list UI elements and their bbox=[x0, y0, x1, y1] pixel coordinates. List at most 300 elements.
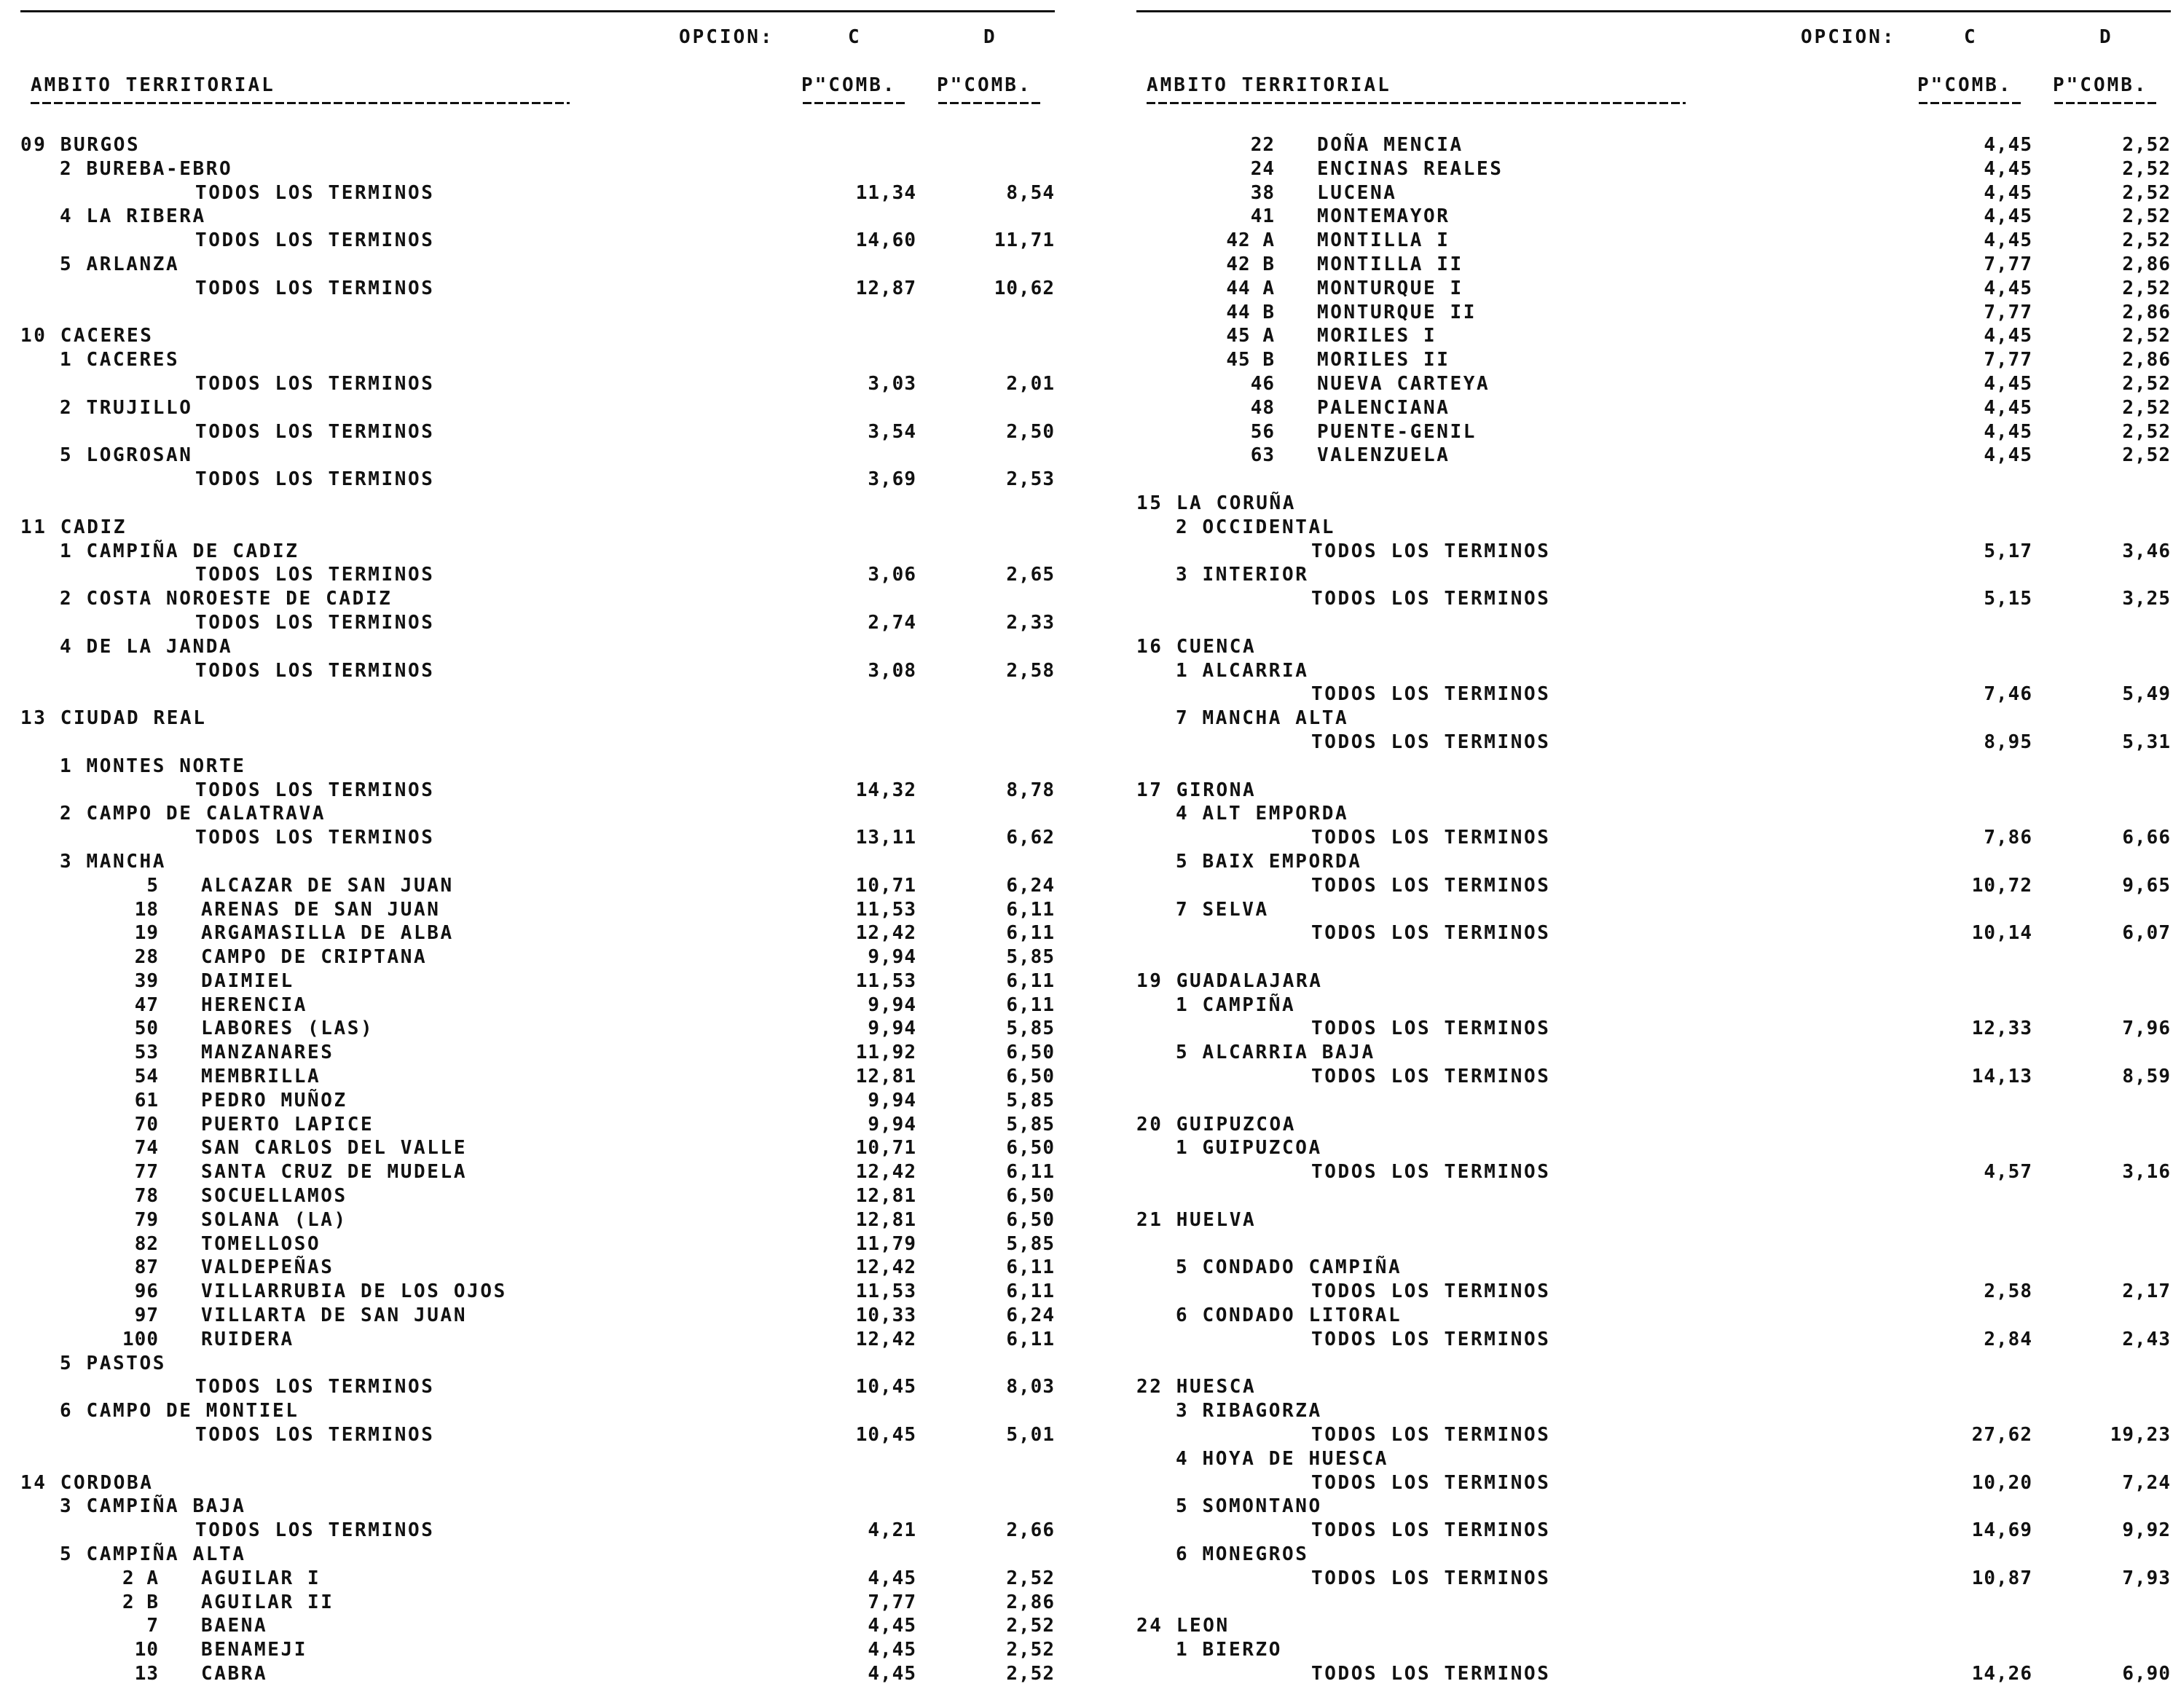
col-d-underline bbox=[938, 102, 1040, 104]
comarca-name: 2 BUREBA-EBRO bbox=[60, 157, 233, 180]
municipality-code: 19 bbox=[134, 922, 159, 945]
value-c: 4,45 bbox=[1984, 444, 2032, 467]
value-d: 2,43 bbox=[2122, 1328, 2171, 1350]
comarca-name: 4 DE LA JANDA bbox=[60, 635, 233, 658]
value-c: 2,84 bbox=[1984, 1328, 2032, 1350]
value-c: 12,87 bbox=[855, 277, 916, 299]
value-d: 6,11 bbox=[1006, 1161, 1055, 1184]
value-c: 4,45 bbox=[1984, 205, 2032, 228]
municipality-row bbox=[20, 945, 1077, 969]
col-d-label: P"COMB. bbox=[937, 74, 1032, 96]
value-d: 7,96 bbox=[2122, 1018, 2171, 1040]
all-terms-row bbox=[1136, 1566, 2181, 1590]
value-d: 2,52 bbox=[1006, 1615, 1055, 1637]
comarca-name: 5 ARLANZA bbox=[60, 253, 180, 275]
value-c: 10,45 bbox=[855, 1376, 916, 1398]
province-name: 15 LA CORUÑA bbox=[1136, 492, 1297, 514]
municipality-row bbox=[20, 1232, 1077, 1256]
municipality-row bbox=[20, 1279, 1077, 1303]
comarca-name: 5 LOGROSAN bbox=[60, 444, 193, 467]
municipality-code: 56 bbox=[1250, 420, 1275, 443]
comarca-name: 2 OCCIDENTAL bbox=[1176, 516, 1336, 538]
comarca-row bbox=[1136, 706, 2181, 730]
province-row bbox=[1136, 1208, 2181, 1232]
all-terms-row bbox=[20, 467, 1077, 491]
all-terms-row bbox=[1136, 1471, 2181, 1495]
comarca-row bbox=[20, 347, 1077, 371]
value-d: 2,52 bbox=[2122, 396, 2171, 419]
municipality-name: SAN CARLOS DEL VALLE bbox=[201, 1137, 468, 1160]
value-d: 5,01 bbox=[1006, 1424, 1055, 1447]
terms-label: TODOS LOS TERMINOS bbox=[195, 1424, 435, 1447]
terms-label: TODOS LOS TERMINOS bbox=[1311, 683, 1551, 706]
province-name: 13 CIUDAD REAL bbox=[20, 707, 207, 730]
municipality-code: 82 bbox=[134, 1232, 159, 1255]
comarca-name: 5 BAIX EMPORDA bbox=[1176, 850, 1362, 873]
spacer-row bbox=[1136, 467, 2181, 491]
comarca-row bbox=[20, 801, 1077, 825]
value-c: 4,45 bbox=[868, 1639, 916, 1661]
terms-label: TODOS LOS TERMINOS bbox=[195, 277, 435, 299]
value-c: 14,26 bbox=[1971, 1663, 2032, 1685]
municipality-code: 24 bbox=[1250, 157, 1275, 180]
municipality-code: 96 bbox=[134, 1280, 159, 1303]
municipality-name: BENAMEJI bbox=[201, 1639, 308, 1661]
municipality-name: ALCAZAR DE SAN JUAN bbox=[201, 874, 454, 897]
value-d: 5,31 bbox=[2122, 731, 2171, 753]
value-c: 3,54 bbox=[868, 420, 916, 443]
all-terms-row bbox=[1136, 1016, 2181, 1040]
value-d: 2,86 bbox=[1006, 1591, 1055, 1613]
value-d: 3,46 bbox=[2122, 540, 2171, 562]
value-c: 10,33 bbox=[855, 1304, 916, 1327]
all-terms-row bbox=[20, 228, 1077, 252]
spacer-row bbox=[1136, 1351, 2181, 1375]
terms-label: TODOS LOS TERMINOS bbox=[1311, 1424, 1551, 1447]
all-terms-row bbox=[20, 1518, 1077, 1542]
comarca-row bbox=[20, 754, 1077, 778]
option-d-header: D bbox=[983, 26, 997, 48]
value-c: 11,53 bbox=[855, 898, 916, 921]
all-terms-row bbox=[20, 658, 1077, 682]
value-d: 8,03 bbox=[1006, 1376, 1055, 1398]
municipality-code: 44 A bbox=[1226, 277, 1275, 299]
municipality-code: 53 bbox=[134, 1042, 159, 1064]
municipality-name: PEDRO MUÑOZ bbox=[201, 1089, 347, 1111]
comarca-row bbox=[20, 849, 1077, 873]
municipality-code: 63 bbox=[1250, 444, 1275, 467]
spacer-row bbox=[20, 491, 1077, 515]
terms-label: TODOS LOS TERMINOS bbox=[1311, 1471, 1551, 1494]
municipality-row bbox=[20, 1255, 1077, 1279]
ambito-underline bbox=[1147, 102, 1686, 104]
value-d: 10,62 bbox=[994, 277, 1055, 299]
opcion-label: OPCION: bbox=[679, 26, 774, 48]
all-terms-row bbox=[1136, 1661, 2181, 1685]
spacer-row bbox=[1136, 610, 2181, 634]
comarca-name: 5 CONDADO CAMPIÑA bbox=[1176, 1256, 1402, 1279]
all-terms-row bbox=[20, 825, 1077, 849]
value-d: 5,85 bbox=[1006, 946, 1055, 969]
province-name: 21 HUELVA bbox=[1136, 1208, 1257, 1231]
terms-label: TODOS LOS TERMINOS bbox=[1311, 827, 1551, 849]
value-c: 11,92 bbox=[855, 1042, 916, 1064]
comarca-row bbox=[20, 1351, 1077, 1375]
province-name: 10 CACERES bbox=[20, 325, 154, 347]
col-c-underline bbox=[803, 102, 905, 104]
province-row bbox=[1136, 778, 2181, 802]
province-name: 11 CADIZ bbox=[20, 516, 127, 538]
municipality-row bbox=[20, 921, 1077, 945]
value-c: 4,45 bbox=[1984, 396, 2032, 419]
municipality-code: 50 bbox=[134, 1018, 159, 1040]
value-d: 8,54 bbox=[1006, 181, 1055, 204]
comarca-name: 3 MANCHA bbox=[60, 850, 167, 873]
opcion-label: OPCION: bbox=[1801, 26, 1896, 48]
municipality-name: MORILES I bbox=[1317, 325, 1437, 347]
municipality-name: ENCINAS REALES bbox=[1317, 157, 1504, 180]
municipality-code: 42 A bbox=[1226, 229, 1275, 252]
municipality-row bbox=[1136, 323, 2181, 347]
province-name: 19 GUADALAJARA bbox=[1136, 969, 1323, 992]
municipality-name: ARENAS DE SAN JUAN bbox=[201, 898, 441, 921]
value-d: 2,66 bbox=[1006, 1519, 1055, 1542]
all-terms-row bbox=[1136, 825, 2181, 849]
all-terms-row bbox=[20, 562, 1077, 586]
province-row bbox=[1136, 1613, 2181, 1637]
comarca-row bbox=[1136, 1637, 2181, 1661]
municipality-name: MONTEMAYOR bbox=[1317, 205, 1450, 228]
municipality-code: 97 bbox=[134, 1304, 159, 1327]
municipality-code: 5 bbox=[146, 874, 159, 897]
municipality-code: 61 bbox=[134, 1089, 159, 1111]
value-d: 2,65 bbox=[1006, 564, 1055, 586]
value-d: 2,52 bbox=[1006, 1639, 1055, 1661]
value-c: 4,45 bbox=[868, 1615, 916, 1637]
municipality-row bbox=[20, 1064, 1077, 1088]
municipality-name: VILLARRUBIA DE LOS OJOS bbox=[201, 1280, 507, 1303]
province-row bbox=[20, 133, 1077, 157]
all-terms-row bbox=[1136, 1279, 2181, 1303]
col-d-label: P"COMB. bbox=[2053, 74, 2148, 96]
value-c: 10,71 bbox=[855, 874, 916, 897]
value-d: 6,50 bbox=[1006, 1066, 1055, 1088]
municipality-row bbox=[20, 1160, 1077, 1184]
value-d: 2,33 bbox=[1006, 611, 1055, 634]
municipality-row bbox=[20, 1016, 1077, 1040]
comarca-name: 2 COSTA NOROESTE DE CADIZ bbox=[60, 588, 393, 610]
comarca-row bbox=[20, 539, 1077, 563]
province-row bbox=[1136, 969, 2181, 993]
ambito-label: AMBITO TERRITORIAL bbox=[31, 74, 275, 96]
comarca-row bbox=[20, 395, 1077, 420]
comarca-row bbox=[1136, 1040, 2181, 1064]
municipality-name: AGUILAR I bbox=[201, 1567, 321, 1589]
comarca-row bbox=[1136, 658, 2181, 682]
value-d: 2,52 bbox=[2122, 134, 2171, 156]
municipality-row bbox=[1136, 395, 2181, 420]
value-c: 10,71 bbox=[855, 1137, 916, 1160]
value-c: 10,72 bbox=[1971, 874, 2032, 897]
municipality-row bbox=[1136, 443, 2181, 467]
municipality-row bbox=[1136, 420, 2181, 444]
municipality-row bbox=[20, 1590, 1077, 1614]
all-terms-row bbox=[1136, 539, 2181, 563]
value-d: 2,52 bbox=[2122, 420, 2171, 443]
spacer-row bbox=[1136, 1184, 2181, 1208]
province-name: 17 GIRONA bbox=[1136, 779, 1257, 801]
comarca-row bbox=[20, 1398, 1077, 1422]
all-terms-row bbox=[20, 276, 1077, 300]
value-d: 2,52 bbox=[2122, 205, 2171, 228]
municipality-row bbox=[20, 1637, 1077, 1661]
municipality-name: RUIDERA bbox=[201, 1328, 294, 1350]
option-c-header: C bbox=[848, 26, 862, 48]
municipality-code: 22 bbox=[1250, 134, 1275, 156]
value-c: 12,81 bbox=[855, 1185, 916, 1208]
terms-label: TODOS LOS TERMINOS bbox=[1311, 540, 1551, 562]
value-d: 6,11 bbox=[1006, 969, 1055, 992]
terms-label: TODOS LOS TERMINOS bbox=[1311, 1280, 1551, 1303]
terms-label: TODOS LOS TERMINOS bbox=[1311, 1328, 1551, 1350]
province-name: 14 CORDOBA bbox=[20, 1471, 154, 1494]
value-d: 2,52 bbox=[2122, 444, 2171, 467]
comarca-name: 7 SELVA bbox=[1176, 898, 1269, 921]
comarca-name: 1 CAMPIÑA DE CADIZ bbox=[60, 540, 299, 562]
value-c: 12,81 bbox=[855, 1208, 916, 1231]
municipality-name: SOLANA (LA) bbox=[201, 1208, 347, 1231]
municipality-code: 45 B bbox=[1226, 349, 1275, 371]
municipality-row bbox=[20, 1613, 1077, 1637]
all-terms-row bbox=[20, 371, 1077, 395]
value-c: 9,94 bbox=[868, 946, 916, 969]
value-c: 4,45 bbox=[1984, 325, 2032, 347]
municipality-row bbox=[20, 1136, 1077, 1160]
value-c: 9,94 bbox=[868, 1089, 916, 1111]
value-d: 3,25 bbox=[2122, 588, 2171, 610]
ambito-underline bbox=[31, 102, 570, 104]
value-c: 4,45 bbox=[1984, 277, 2032, 299]
municipality-row bbox=[20, 1040, 1077, 1064]
municipality-row bbox=[20, 993, 1077, 1017]
municipality-row bbox=[20, 897, 1077, 921]
municipality-name: PUENTE-GENIL bbox=[1317, 420, 1477, 443]
value-d: 5,85 bbox=[1006, 1232, 1055, 1255]
province-row bbox=[1136, 634, 2181, 658]
all-terms-row bbox=[20, 778, 1077, 802]
municipality-row bbox=[20, 873, 1077, 897]
comarca-row bbox=[1136, 801, 2181, 825]
province-row bbox=[1136, 491, 2181, 515]
value-d: 19,23 bbox=[2110, 1424, 2171, 1447]
col-c-label: P"COMB. bbox=[801, 74, 897, 96]
value-d: 2,86 bbox=[2122, 349, 2171, 371]
municipality-row bbox=[1136, 300, 2181, 324]
terms-label: TODOS LOS TERMINOS bbox=[1311, 874, 1551, 897]
value-c: 10,45 bbox=[855, 1424, 916, 1447]
value-d: 6,11 bbox=[1006, 1328, 1055, 1350]
municipality-code: 7 bbox=[146, 1615, 159, 1637]
value-c: 11,53 bbox=[855, 969, 916, 992]
comarca-name: 4 LA RIBERA bbox=[60, 205, 206, 228]
all-terms-row bbox=[1136, 1518, 2181, 1542]
all-terms-row bbox=[1136, 1422, 2181, 1447]
municipality-row bbox=[1136, 133, 2181, 157]
comarca-name: 2 TRUJILLO bbox=[60, 396, 193, 419]
terms-label: TODOS LOS TERMINOS bbox=[195, 1519, 435, 1542]
terms-label: TODOS LOS TERMINOS bbox=[1311, 731, 1551, 753]
comarca-row bbox=[1136, 993, 2181, 1017]
spacer-row bbox=[20, 300, 1077, 324]
value-d: 2,53 bbox=[1006, 468, 1055, 491]
value-d: 2,17 bbox=[2122, 1280, 2171, 1303]
value-d: 6,24 bbox=[1006, 1304, 1055, 1327]
value-c: 2,58 bbox=[1984, 1280, 2032, 1303]
municipality-row bbox=[20, 969, 1077, 993]
all-terms-row bbox=[20, 420, 1077, 444]
value-c: 4,45 bbox=[1984, 420, 2032, 443]
comarca-row bbox=[20, 204, 1077, 228]
terms-label: TODOS LOS TERMINOS bbox=[195, 229, 435, 252]
terms-label: TODOS LOS TERMINOS bbox=[1311, 588, 1551, 610]
value-c: 8,95 bbox=[1984, 731, 2032, 753]
municipality-code: 18 bbox=[134, 898, 159, 921]
municipality-name: ARGAMASILLA DE ALBA bbox=[201, 922, 454, 945]
municipality-row bbox=[20, 1327, 1077, 1351]
municipality-row bbox=[20, 1112, 1077, 1136]
municipality-row bbox=[20, 1184, 1077, 1208]
municipality-name: DAIMIEL bbox=[201, 969, 294, 992]
terms-label: TODOS LOS TERMINOS bbox=[1311, 1066, 1551, 1088]
value-d: 5,85 bbox=[1006, 1018, 1055, 1040]
province-name: 24 LEON bbox=[1136, 1615, 1230, 1637]
spacer-row bbox=[20, 730, 1077, 754]
value-c: 11,34 bbox=[855, 181, 916, 204]
spacer-row bbox=[20, 1447, 1077, 1471]
ambito-label: AMBITO TERRITORIAL bbox=[1147, 74, 1391, 96]
municipality-name: NUEVA CARTEYA bbox=[1317, 372, 1490, 395]
value-c: 7,77 bbox=[1984, 349, 2032, 371]
municipality-row bbox=[1136, 347, 2181, 371]
col-d-underline bbox=[2054, 102, 2156, 104]
comarca-name: 4 HOYA DE HUESCA bbox=[1176, 1447, 1389, 1470]
value-d: 2,52 bbox=[2122, 229, 2171, 252]
value-c: 14,60 bbox=[855, 229, 916, 252]
terms-label: TODOS LOS TERMINOS bbox=[1311, 1519, 1551, 1542]
value-c: 3,03 bbox=[868, 372, 916, 395]
municipality-code: 46 bbox=[1250, 372, 1275, 395]
value-d: 2,50 bbox=[1006, 420, 1055, 443]
terms-label: TODOS LOS TERMINOS bbox=[1311, 1663, 1551, 1685]
option-d-header: D bbox=[2099, 26, 2113, 48]
municipality-name: LABORES (LAS) bbox=[201, 1018, 374, 1040]
province-name: 22 HUESCA bbox=[1136, 1376, 1257, 1398]
comarca-name: 3 CAMPIÑA BAJA bbox=[60, 1495, 246, 1518]
value-c: 12,42 bbox=[855, 1256, 916, 1279]
spacer-row bbox=[1136, 945, 2181, 969]
municipality-name: MONTURQUE II bbox=[1317, 301, 1477, 323]
value-d: 2,58 bbox=[1006, 659, 1055, 682]
all-terms-row bbox=[20, 181, 1077, 205]
municipality-code: 47 bbox=[134, 993, 159, 1016]
spacer-row bbox=[1136, 1590, 2181, 1614]
value-d: 2,86 bbox=[2122, 253, 2171, 275]
value-c: 11,53 bbox=[855, 1280, 916, 1303]
all-terms-row bbox=[1136, 730, 2181, 754]
province-name: 16 CUENCA bbox=[1136, 635, 1257, 658]
municipality-code: 54 bbox=[134, 1066, 159, 1088]
value-c: 4,45 bbox=[1984, 372, 2032, 395]
comarca-row bbox=[1136, 1447, 2181, 1471]
all-terms-row bbox=[20, 610, 1077, 634]
municipality-row bbox=[1136, 252, 2181, 276]
value-d: 6,11 bbox=[1006, 1256, 1055, 1279]
value-d: 8,78 bbox=[1006, 779, 1055, 801]
value-c: 4,45 bbox=[1984, 157, 2032, 180]
value-c: 2,74 bbox=[868, 611, 916, 634]
terms-label: TODOS LOS TERMINOS bbox=[195, 372, 435, 395]
terms-label: TODOS LOS TERMINOS bbox=[195, 181, 435, 204]
value-c: 7,77 bbox=[868, 1591, 916, 1613]
value-c: 10,14 bbox=[1971, 922, 2032, 945]
municipality-code: 2 B bbox=[122, 1591, 159, 1613]
municipality-name: MEMBRILLA bbox=[201, 1066, 321, 1088]
value-d: 6,66 bbox=[2122, 827, 2171, 849]
value-d: 2,52 bbox=[1006, 1663, 1055, 1685]
municipality-row bbox=[20, 1088, 1077, 1112]
comarca-name: 1 BIERZO bbox=[1176, 1639, 1283, 1661]
municipality-code: 38 bbox=[1250, 181, 1275, 204]
value-d: 11,71 bbox=[994, 229, 1055, 252]
comarca-row bbox=[1136, 1542, 2181, 1566]
province-row bbox=[1136, 1374, 2181, 1398]
terms-label: TODOS LOS TERMINOS bbox=[195, 564, 435, 586]
all-terms-row bbox=[1136, 1327, 2181, 1351]
municipality-name: MORILES II bbox=[1317, 349, 1450, 371]
value-d: 6,50 bbox=[1006, 1042, 1055, 1064]
value-d: 6,11 bbox=[1006, 993, 1055, 1016]
value-c: 27,62 bbox=[1971, 1424, 2032, 1447]
right-table bbox=[1136, 133, 2181, 1685]
municipality-row bbox=[1136, 371, 2181, 395]
value-d: 2,86 bbox=[2122, 301, 2171, 323]
municipality-name: BAENA bbox=[201, 1615, 268, 1637]
value-d: 2,52 bbox=[2122, 325, 2171, 347]
municipality-name: PALENCIANA bbox=[1317, 396, 1450, 419]
municipality-code: 2 A bbox=[122, 1567, 159, 1589]
value-d: 9,92 bbox=[2122, 1519, 2171, 1542]
terms-label: TODOS LOS TERMINOS bbox=[195, 611, 435, 634]
comarca-name: 6 MONEGROS bbox=[1176, 1543, 1309, 1566]
comarca-name: 5 PASTOS bbox=[60, 1352, 167, 1374]
all-terms-row bbox=[1136, 873, 2181, 897]
all-terms-row bbox=[1136, 921, 2181, 945]
municipality-code: 70 bbox=[134, 1113, 159, 1136]
all-terms-row bbox=[1136, 682, 2181, 706]
province-row bbox=[20, 706, 1077, 730]
value-c: 11,79 bbox=[855, 1232, 916, 1255]
value-d: 2,52 bbox=[2122, 277, 2171, 299]
value-c: 10,20 bbox=[1971, 1471, 2032, 1494]
comarca-name: 7 MANCHA ALTA bbox=[1176, 707, 1349, 730]
comarca-row bbox=[20, 586, 1077, 610]
value-d: 5,85 bbox=[1006, 1113, 1055, 1136]
comarca-name: 3 RIBAGORZA bbox=[1176, 1400, 1322, 1422]
terms-label: TODOS LOS TERMINOS bbox=[195, 420, 435, 443]
comarca-row bbox=[1136, 1303, 2181, 1327]
spacer-row bbox=[1136, 1232, 2181, 1256]
municipality-code: 28 bbox=[134, 946, 159, 969]
